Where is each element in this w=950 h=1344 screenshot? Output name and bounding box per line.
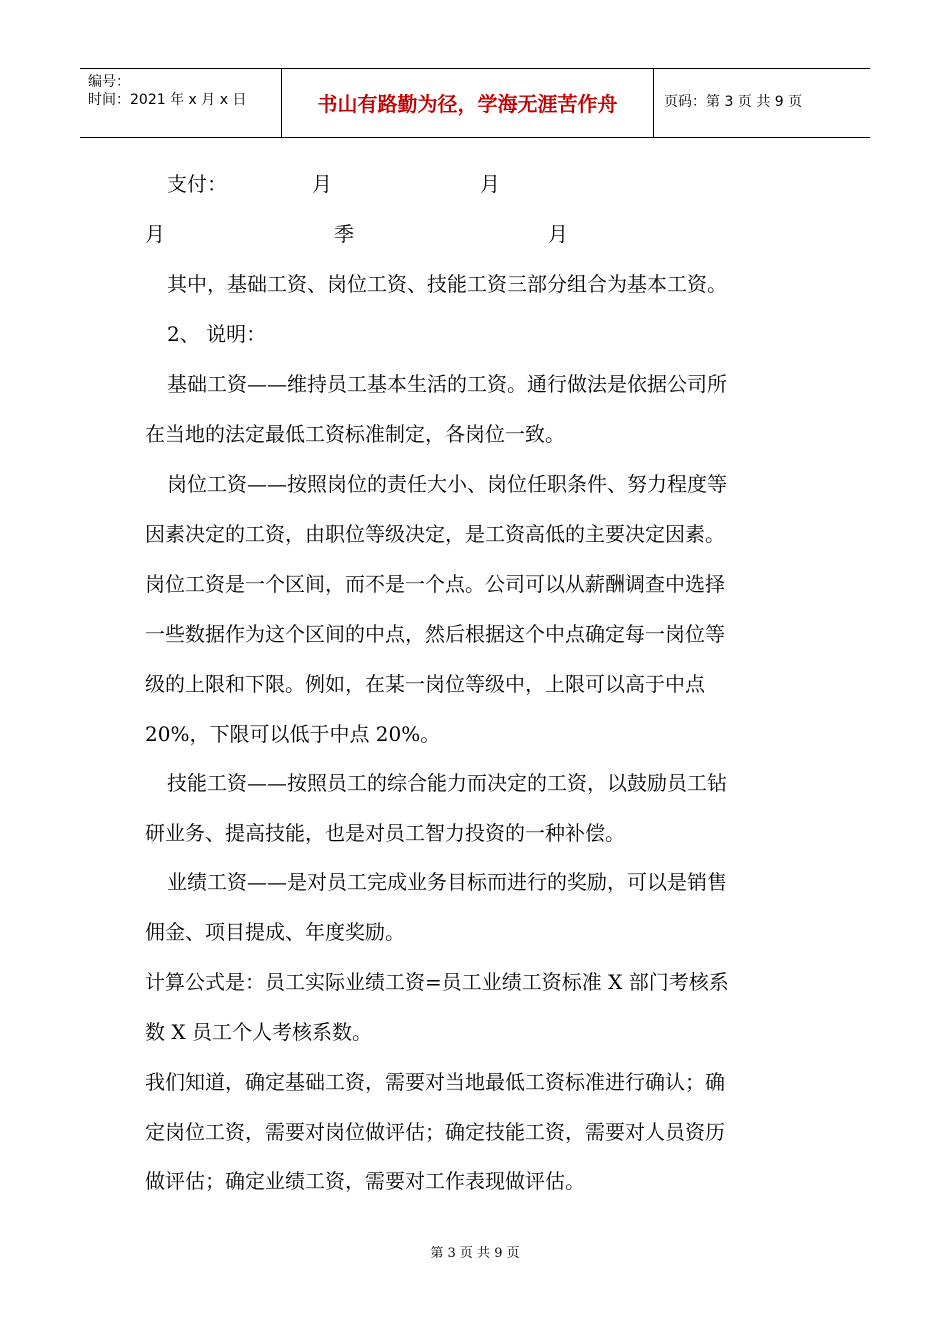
payment-month-1: 月 <box>312 172 332 196</box>
paragraph-line: 一些数据作为这个区间的中点，然后根据这个中点确定每一岗位等 <box>145 622 725 646</box>
header-page-number: 页码：第 3 页 共 9 页 <box>664 94 803 110</box>
paragraph-line: 岗位工资——按照岗位的责任大小、岗位任职条件、努力程度等 <box>167 472 727 496</box>
page-footer: 第 3 页 共 9 页 <box>430 1246 520 1261</box>
document-date-label: 时间：2021 年 x 月 x 日 <box>88 92 247 108</box>
paragraph-line: 因素决定的工资，由职位等级决定，是工资高低的主要决定因素。 <box>145 522 725 546</box>
document-header <box>80 68 870 138</box>
paragraph-line: 数 X 员工个人考核系数。 <box>145 1020 372 1044</box>
paragraph-line: 岗位工资是一个区间，而不是一个点。公司可以从薪酬调查中选择 <box>145 572 725 596</box>
paragraph-line: 技能工资——按照员工的综合能力而决定的工资，以鼓励员工钻 <box>167 771 727 795</box>
paragraph-line: 级的上限和下限。例如，在某一岗位等级中，上限可以高于中点 <box>145 672 705 696</box>
paragraph-line: 其中，基础工资、岗位工资、技能工资三部分组合为基本工资。 <box>167 272 727 296</box>
header-page-cell <box>654 69 870 137</box>
paragraph-line: 在当地的法定最低工资标准制定，各岗位一致。 <box>145 422 565 446</box>
payment-month-2: 月 <box>480 172 500 196</box>
paragraph-line: 基础工资——维持员工基本生活的工资。通行做法是依据公司所 <box>167 372 727 396</box>
section-heading: 2、 说明： <box>167 322 267 346</box>
paragraph-line: 20%，下限可以低于中点 20%。 <box>145 722 441 746</box>
paragraph-line: 定岗位工资，需要对岗位做评估；确定技能工资，需要对人员资历 <box>145 1120 725 1144</box>
period-month-1: 月 <box>145 222 165 246</box>
header-motto-cell <box>282 69 654 137</box>
paragraph-line: 我们知道，确定基础工资，需要对当地最低工资标准进行确认；确 <box>145 1070 725 1094</box>
period-month-2: 月 <box>548 222 568 246</box>
period-quarter: 季 <box>334 222 354 246</box>
document-number-label: 编号： <box>88 74 130 90</box>
paragraph-line: 业绩工资——是对员工完成业务目标而进行的奖励，可以是销售 <box>167 870 727 894</box>
paragraph-line: 研业务、提高技能，也是对员工智力投资的一种补偿。 <box>145 821 625 845</box>
payment-label: 支付： <box>167 172 227 196</box>
header-meta-cell <box>80 69 282 137</box>
paragraph-line: 计算公式是：员工实际业绩工资=员工业绩工资标准 X 部门考核系 <box>145 970 729 994</box>
paragraph-line: 佣金、项目提成、年度奖励。 <box>145 920 405 944</box>
paragraph-line: 做评估；确定业绩工资，需要对工作表现做评估。 <box>145 1169 585 1193</box>
header-motto: 书山有路勤为径，学海无涯苦作舟 <box>317 92 618 116</box>
